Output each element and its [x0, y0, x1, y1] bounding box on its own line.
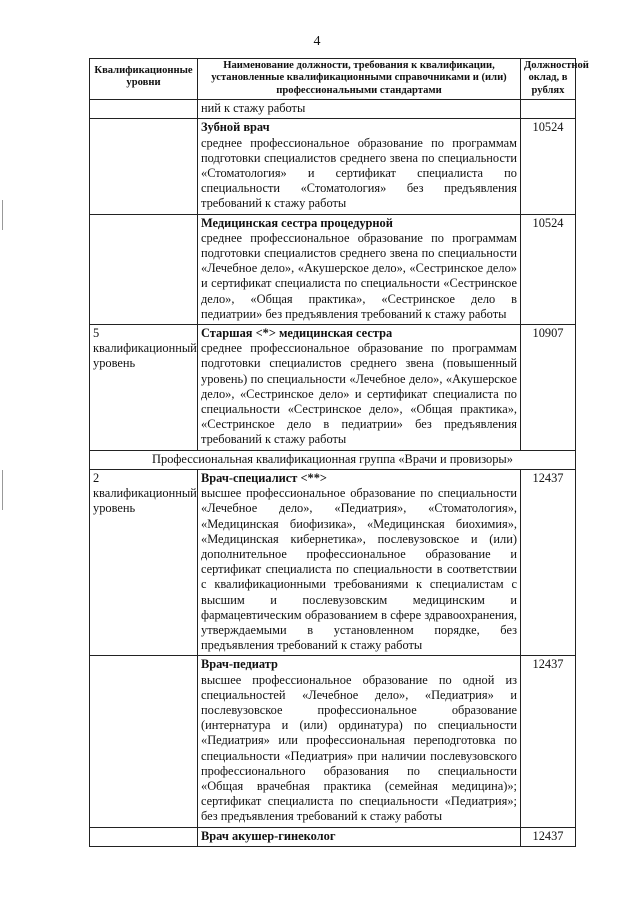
- table-row: [90, 656, 576, 827]
- table-header-row: [90, 59, 576, 100]
- position-title: Зубной врач: [201, 120, 270, 135]
- requirements-text: ний к стажу работы: [201, 101, 306, 116]
- level-cell: 5 квалификационный уровень: [90, 325, 198, 451]
- table-row: [90, 469, 576, 655]
- level-cell: [90, 827, 198, 846]
- position-title: Врач-специалист <**>: [201, 470, 327, 485]
- position-cell: [198, 469, 521, 655]
- header-salary: Должностной оклад, в рублях: [521, 59, 576, 100]
- group-row: [90, 450, 576, 469]
- requirements-text: высшее профессиональное образование по одной из специальностей «Лечебное дело», «Педиатрия» и послевузовское профессиональное образование (интернатура и (или) ординатура) по специальности «Педиатрия» или профессиональная переподготовка по специальности «Педиатрия» при наличии послевузовского профессионального образования по специальности «Общая врачебная практика (семейная медицина)»; сертификат специалиста по специальности «Педиатрия»; без предъявления требований к стажу работы: [201, 672, 517, 824]
- scan-edge-mark: [2, 470, 3, 510]
- salary-cell: 12437: [521, 656, 576, 827]
- table-row: [90, 827, 576, 846]
- position-cell: [198, 214, 521, 324]
- requirements-text: высшее профессиональное образование по специальности «Лечебное дело», «Педиатрия», «Стоматология», «Медицинская биофизика», «Медицинская биохимия», «Медицинская кибернетика», послевузовское и (или) дополнительное профессиональное образование и сертификат специалиста по специальности в соответствии с квалификационными требованиями к специалистам с высшим и послевузовским медицинским и фармацевтическим образованием в сфере здравоохранения, утверждаемыми в установленном порядке, без предъявления требований к стажу работы: [201, 486, 517, 653]
- scan-edge-mark: [2, 200, 3, 230]
- position-title: Врач акушер-гинеколог: [201, 828, 336, 843]
- requirements-text: среднее профессиональное образование по программам подготовки специалистов среднего звена по специальности «Лечебное дело», «Акушерское дело», «Сестринское дело» и сертификат специалиста по специальности «Сестринское дело», «Общая практика», «Сестринское дело в педиатрии» без предъявления требований к стажу работы: [201, 230, 517, 321]
- table-row: [90, 119, 576, 214]
- header-position-name: Наименование должности, требования к квалификации, установленные квалификационными справочниками и (или) профессиональными стандартами: [198, 59, 521, 100]
- position-cell: [198, 827, 521, 846]
- salary-cell: 10524: [521, 214, 576, 324]
- position-cell: [198, 100, 521, 119]
- level-cell: [90, 656, 198, 827]
- position-title: Врач-педиатр: [201, 657, 278, 672]
- salary-cell: 10524: [521, 119, 576, 214]
- header-qualification-levels: Квалификационные уровни: [90, 59, 198, 100]
- position-title: Старшая <*> медицинская сестра: [201, 326, 393, 341]
- page-number: 4: [313, 34, 321, 49]
- table-row: [90, 325, 576, 451]
- level-cell: 2 квалификационный уровень: [90, 469, 198, 655]
- qualification-table: [89, 58, 589, 847]
- salary-cell: 12437: [521, 469, 576, 655]
- position-cell: [198, 325, 521, 451]
- requirements-text: среднее профессиональное образование по программам подготовки специалистов среднего звена по специальности «Стоматология» и сертификат специалиста по специальности «Стоматология» без предъявления требований к стажу работы: [201, 135, 517, 211]
- position-cell: [198, 119, 521, 214]
- level-cell: [90, 119, 198, 214]
- level-cell: [90, 214, 198, 324]
- salary-cell: 12437: [521, 827, 576, 846]
- position-title: Медицинская сестра процедурной: [201, 215, 393, 230]
- level-cell: [90, 100, 198, 119]
- position-cell: [198, 656, 521, 827]
- requirements-text: среднее профессиональное образование по программам подготовки специалистов среднего звена (повышенный уровень) по специальности «Лечебное дело», «Акушерское дело», «Сестринское дело» и сертификат специалиста по специальности «Сестринское дело», «Общая практика», «Сестринское дело в педиатрии» без предъявления требований к стажу работы: [201, 341, 517, 447]
- salary-cell: 10907: [521, 325, 576, 451]
- table-row: [90, 100, 576, 119]
- group-title: Профессиональная квалификационная группа «Врачи и провизоры»: [90, 450, 576, 469]
- salary-cell: [521, 100, 576, 119]
- table-row: [90, 214, 576, 324]
